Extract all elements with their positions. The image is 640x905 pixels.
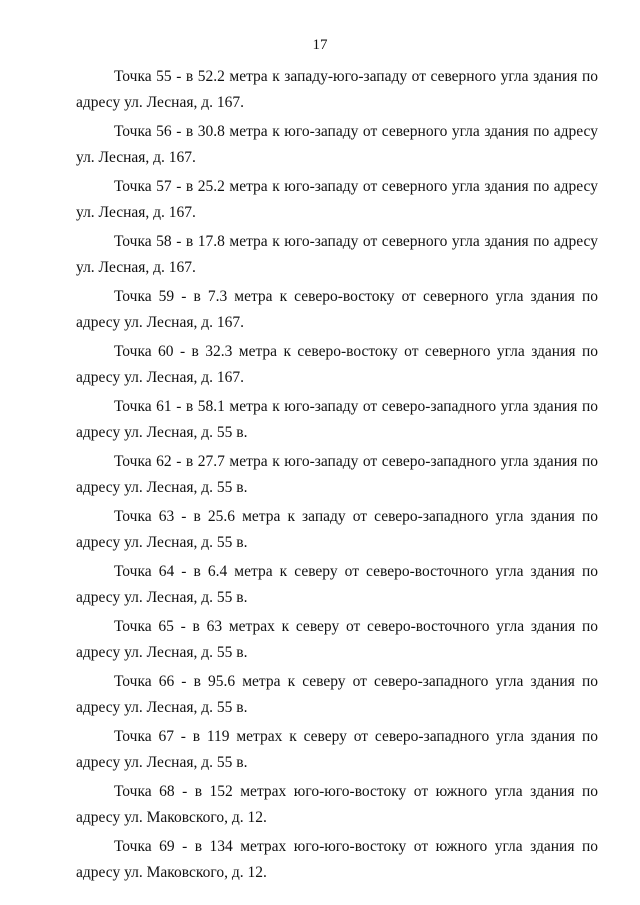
- paragraph-point-55: Точка 55 - в 52.2 метра к западу-юго-западу от северного угла здания по адресу ул. Лесная, д. 167.: [76, 68, 598, 111]
- paragraph-point-59: Точка 59 - в 7.3 метра к северо-востоку от северного угла здания по адресу ул. Лесная, д. 167.: [76, 288, 598, 331]
- paragraph-point-57: Точка 57 - в 25.2 метра к юго-западу от северного угла здания по адресу ул. Лесная, д. 167.: [76, 178, 598, 221]
- paragraph-point-58: Точка 58 - в 17.8 метра к юго-западу от северного угла здания по адресу ул. Лесная, д. 167.: [76, 233, 598, 276]
- paragraph-point-68: Точка 68 - в 152 метрах юго-юго-востоку от южного угла здания по адресу ул. Маковского, д. 12.: [76, 783, 598, 826]
- paragraph-point-60: Точка 60 - в 32.3 метра к северо-востоку от северного угла здания по адресу ул. Лесная, д. 167.: [76, 343, 598, 386]
- paragraph-point-63: Точка 63 - в 25.6 метра к западу от северо-западного угла здания по адресу ул. Лесная, д. 55 в.: [76, 508, 598, 551]
- paragraph-point-56: Точка 56 - в 30.8 метра к юго-западу от северного угла здания по адресу ул. Лесная, д. 167.: [76, 123, 598, 166]
- paragraph-point-61: Точка 61 - в 58.1 метра к юго-западу от северо-западного угла здания по адресу ул. Лесная, д. 55 в.: [76, 398, 598, 441]
- paragraph-point-62: Точка 62 - в 27.7 метра к юго-западу от северо-западного угла здания по адресу ул. Лесная, д. 55 в.: [76, 453, 598, 496]
- paragraph-point-69: Точка 69 - в 134 метрах юго-юго-востоку от южного угла здания по адресу ул. Маковского, д. 12.: [76, 838, 598, 881]
- paragraph-point-64: Точка 64 - в 6.4 метра к северу от северо-восточного угла здания по адресу ул. Лесная, д. 55 в.: [76, 563, 598, 606]
- paragraph-point-65: Точка 65 - в 63 метрах к северу от северо-восточного угла здания по адресу ул. Лесная, д. 55 в.: [76, 618, 598, 661]
- document-body: [76, 64, 598, 889]
- paragraph-point-66: Точка 66 - в 95.6 метра к северу от северо-западного угла здания по адресу ул. Лесная, д. 55 в.: [76, 673, 598, 716]
- paragraph-point-67: Точка 67 - в 119 метрах к северу от северо-западного угла здания по адресу ул. Лесная, д. 55 в.: [76, 728, 598, 771]
- page-number: 17: [312, 37, 328, 53]
